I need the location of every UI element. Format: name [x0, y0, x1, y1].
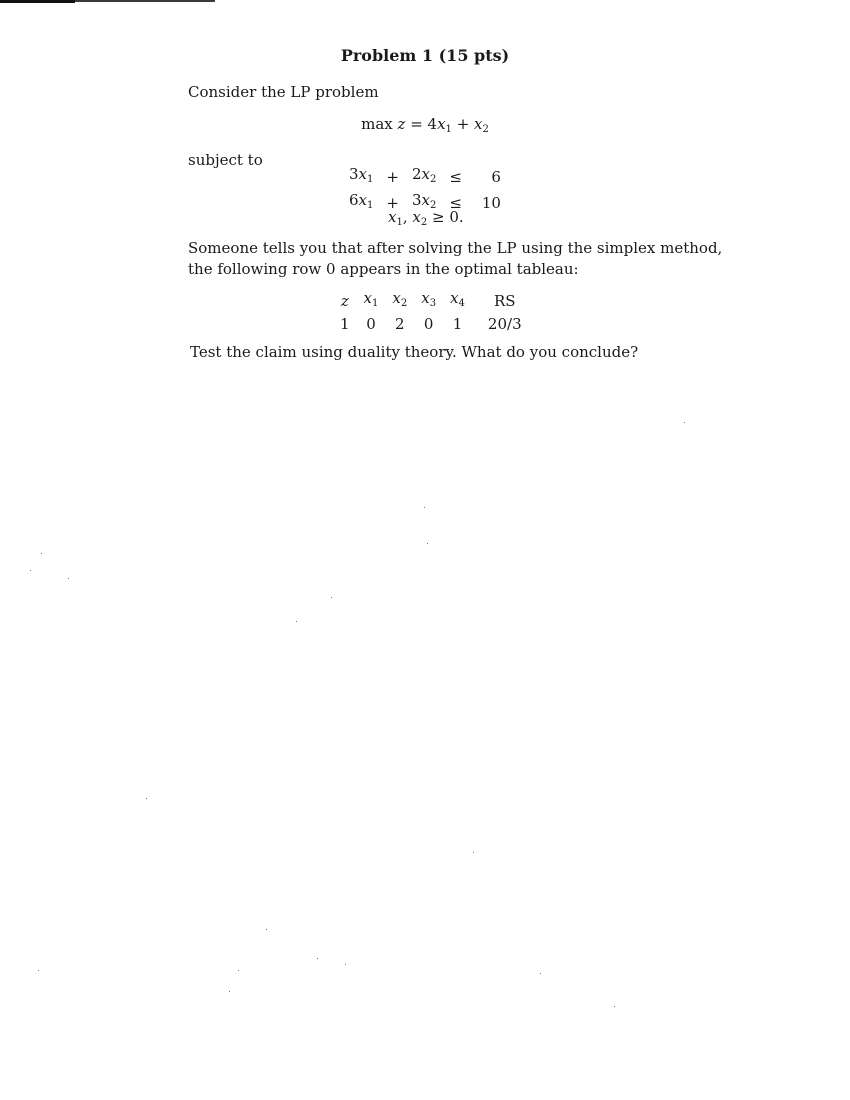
nonneg-relation: ≥ 0. [427, 208, 464, 226]
constraint-2-term-2: $3x_2$ [411, 191, 437, 211]
tableau-header-row [333, 288, 529, 314]
tableau-header-x4: $x_4$ [450, 289, 465, 309]
tableau-cell-z: 1 [340, 315, 350, 333]
scan-speck [41, 553, 42, 554]
claim-line-2: the following row 0 appears in the optimal tableau: [188, 260, 579, 278]
nonneg-sub1: 1 [396, 217, 403, 228]
tableau-cell-x2: 2 [395, 315, 405, 333]
objective-x2: x [474, 115, 483, 133]
objective-plus: + [451, 115, 475, 133]
claim-line-1: Someone tells you that after solving the LP using the simplex method, [188, 239, 723, 257]
question-text: Test the claim using duality theory. What do you conclude? [190, 343, 639, 361]
scan-speck [331, 597, 332, 598]
problem-title: Problem 1 (15 pts) [340, 46, 510, 65]
tableau-cell-x3: 0 [423, 315, 434, 333]
intro-text: Consider the LP problem [188, 83, 379, 101]
tableau-cell-x4: 1 [452, 315, 463, 333]
objective-x1: x [437, 115, 446, 133]
subject-to-text: subject to [188, 151, 263, 169]
tableau-header-z: z [340, 292, 349, 310]
objective-z: z [397, 115, 406, 133]
scan-speck [146, 798, 147, 799]
tableau-header-x1: $x_1$ [363, 289, 379, 309]
scan-speck [473, 852, 474, 853]
tableau-row-0 [333, 314, 529, 334]
objective-eq: = 4 [405, 115, 438, 133]
objective-max: max [361, 115, 398, 133]
tableau-cell-rs: 20/3 [487, 315, 522, 333]
scan-edge-mark [0, 0, 75, 3]
scan-speck [345, 964, 346, 965]
scan-speck [68, 578, 69, 579]
tableau-cell-x1: 0 [366, 315, 376, 333]
scan-speck [238, 970, 239, 971]
nonneg-x2: x [412, 208, 421, 226]
scan-speck [684, 422, 685, 423]
constraint-2-term-1: $6x_1$ [349, 191, 374, 211]
nonnegativity-constraint [388, 208, 464, 228]
scan-speck [614, 1006, 615, 1007]
scan-speck [296, 621, 297, 622]
scan-speck [427, 543, 428, 544]
scan-speck [424, 507, 425, 508]
optimal-tableau-row0 [333, 288, 529, 334]
constraint-2-rhs: 10 [481, 194, 501, 212]
objective-sub1: 1 [445, 124, 452, 135]
scan-speck [229, 991, 230, 992]
constraint-1-term-2: $2x_2$ [411, 165, 437, 185]
tableau-header-rs: RS [493, 292, 516, 310]
scan-speck [38, 970, 39, 971]
constraint-1-op: + [386, 168, 399, 186]
nonneg-sep: , [402, 208, 413, 226]
scan-speck [30, 570, 31, 571]
objective-sub2: 2 [482, 124, 489, 135]
tableau-header-x3: $x_3$ [421, 289, 437, 309]
nonneg-sub2: 2 [420, 217, 428, 228]
scan-speck [266, 929, 267, 930]
scan-speck [540, 973, 541, 974]
constraint-1-rhs: 6 [491, 168, 501, 186]
nonneg-x1: x [388, 208, 397, 226]
constraint-2-op: + [386, 194, 399, 212]
constraint-row-1 [345, 164, 505, 190]
constraint-1-term-1: $3x_1$ [349, 165, 374, 185]
tableau-header-x2: $x_2$ [392, 289, 408, 309]
constraint-1-relation: ≤ [449, 168, 462, 186]
scan-speck [317, 958, 318, 959]
constraint-2-relation: ≤ [449, 194, 462, 212]
objective-function [0, 115, 850, 135]
